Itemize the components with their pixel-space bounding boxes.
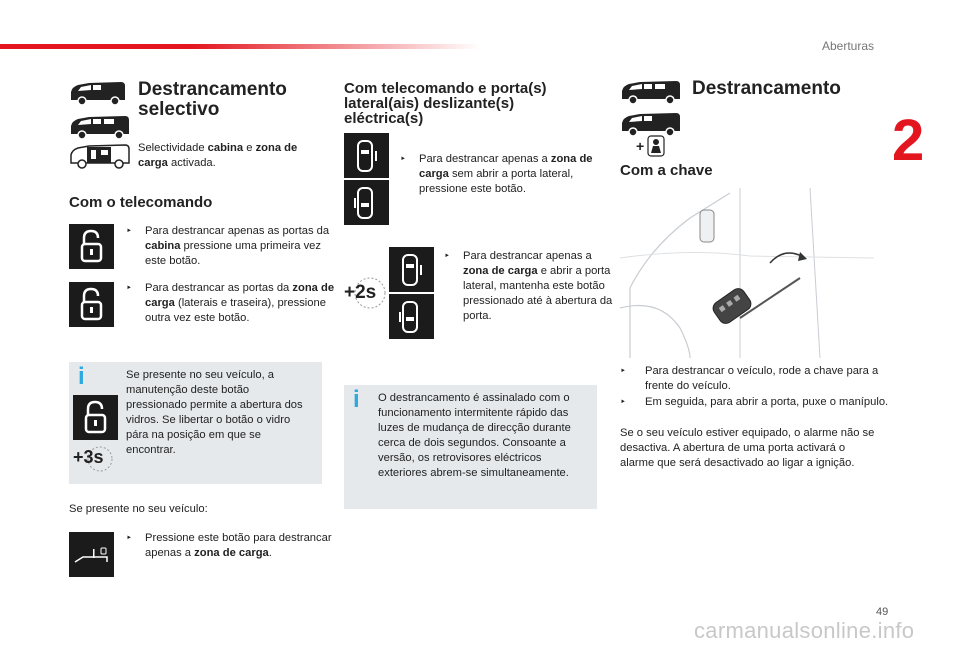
cargo-door-icon xyxy=(389,294,434,339)
bullet-icon: ‣ xyxy=(620,397,626,408)
bullet-icon: ‣ xyxy=(126,283,132,294)
remote-unlock-button-illustration xyxy=(73,395,118,440)
lock-open-icon xyxy=(69,224,114,269)
section-title: Aberturas xyxy=(821,39,874,53)
key-icon xyxy=(620,188,874,358)
bullet-icon: ‣ xyxy=(620,366,626,377)
info-text-signal: O destrancamento é assinalado com o funcionamento intermitente rápido das luzes de mudança de direcção durante cerca de dois segundos. Consoante a versão, os retrovisores eléctricos exteriores abrem-se simultaneamente. xyxy=(378,392,571,479)
section-heading-selective: Destrancamento selectivo xyxy=(138,79,287,120)
instruction-cabin-unlock: ‣ Para destrancar apenas as portas da cabina pressione uma primeira vez este botão. xyxy=(126,225,330,267)
van-icon xyxy=(69,113,131,141)
selectivity-text: Selectividade cabina e zona de carga activada. xyxy=(138,142,298,169)
header-accent-bar xyxy=(0,44,480,49)
bullet-icon: ‣ xyxy=(126,533,132,544)
seat-plus-icon xyxy=(636,134,666,163)
van-icon xyxy=(620,78,682,106)
lock-open-icon xyxy=(69,282,114,327)
alarm-note: Se o seu veículo estiver equipado, o alarme não se desactiva. A abertura de uma porta activará o alarme que será desactivado ao ligar a ignição. xyxy=(620,427,875,469)
cargo-door-icon xyxy=(69,532,114,577)
page-number: 49 xyxy=(876,606,889,618)
info-icon: i xyxy=(78,363,85,390)
watermark: carmanualsonline.info xyxy=(694,618,915,643)
cargo-button-illustration xyxy=(69,532,114,577)
instruction-cargo-and-side: ‣ Para destrancar apenas a zona de carga e abrir a porta lateral, mantenha este botão pressionado até à abertura da porta. xyxy=(444,250,613,322)
instruction-turn-key: ‣ Para destrancar o veículo, rode a chave para a frente do veículo. xyxy=(620,365,879,392)
section-heading-sliding-doors: Com telecomando e porta(s) lateral(ais) deslizante(s) eléctrica(s) xyxy=(344,80,547,127)
if-present-label: Se presente no seu veículo: xyxy=(69,503,208,515)
bullet-icon: ‣ xyxy=(444,251,450,262)
instruction-cargo-unlock: ‣ Para destrancar as portas da zona de carga (laterais e traseira), pressione outra vez este botão. xyxy=(126,282,335,324)
van-icon xyxy=(69,80,127,106)
cargo-door-icon xyxy=(69,141,131,171)
bullet-icon: ‣ xyxy=(400,154,406,165)
bullet-icon: ‣ xyxy=(126,226,132,237)
cargo-door-icon xyxy=(389,247,434,292)
subheading-remote: Com o telecomando xyxy=(69,194,213,211)
svg-text:+: + xyxy=(636,138,645,154)
key-in-door-illustration xyxy=(620,188,874,358)
cargo-door-icon xyxy=(344,133,389,178)
chapter-number: 2 xyxy=(892,108,925,173)
section-heading-unlock: Destrancamento xyxy=(692,78,841,99)
hold-duration-badge: +3s xyxy=(73,445,117,473)
remote-unlock-button-illustration xyxy=(69,282,114,327)
side-door-button-illustration xyxy=(344,180,389,225)
info-text-windows: Se presente no seu veículo, a manutenção deste botão pressionado permite a abertura dos vidros. Se libertar o botão o vidro pára na posição em que se encontrar. xyxy=(126,369,303,456)
side-door-button-illustration xyxy=(389,247,434,292)
remote-unlock-button-illustration xyxy=(69,224,114,269)
hold-duration-badge: +2s xyxy=(344,274,388,312)
side-door-button-illustration xyxy=(389,294,434,339)
subheading-key: Com a chave xyxy=(620,162,713,179)
info-icon: i xyxy=(353,386,360,413)
instruction-cargo-no-side: ‣ Para destrancar apenas a zona de carga sem abrir a porta lateral, pressione este botão. xyxy=(400,153,593,195)
cargo-door-icon xyxy=(344,180,389,225)
instruction-cargo-only: ‣ Pressione este botão para destrancar apenas a zona de carga. xyxy=(126,532,332,559)
instruction-pull-handle: ‣ Em seguida, para abrir a porta, puxe o manípulo. xyxy=(620,396,889,408)
lock-open-icon xyxy=(73,395,118,440)
side-door-button-illustration xyxy=(344,133,389,178)
